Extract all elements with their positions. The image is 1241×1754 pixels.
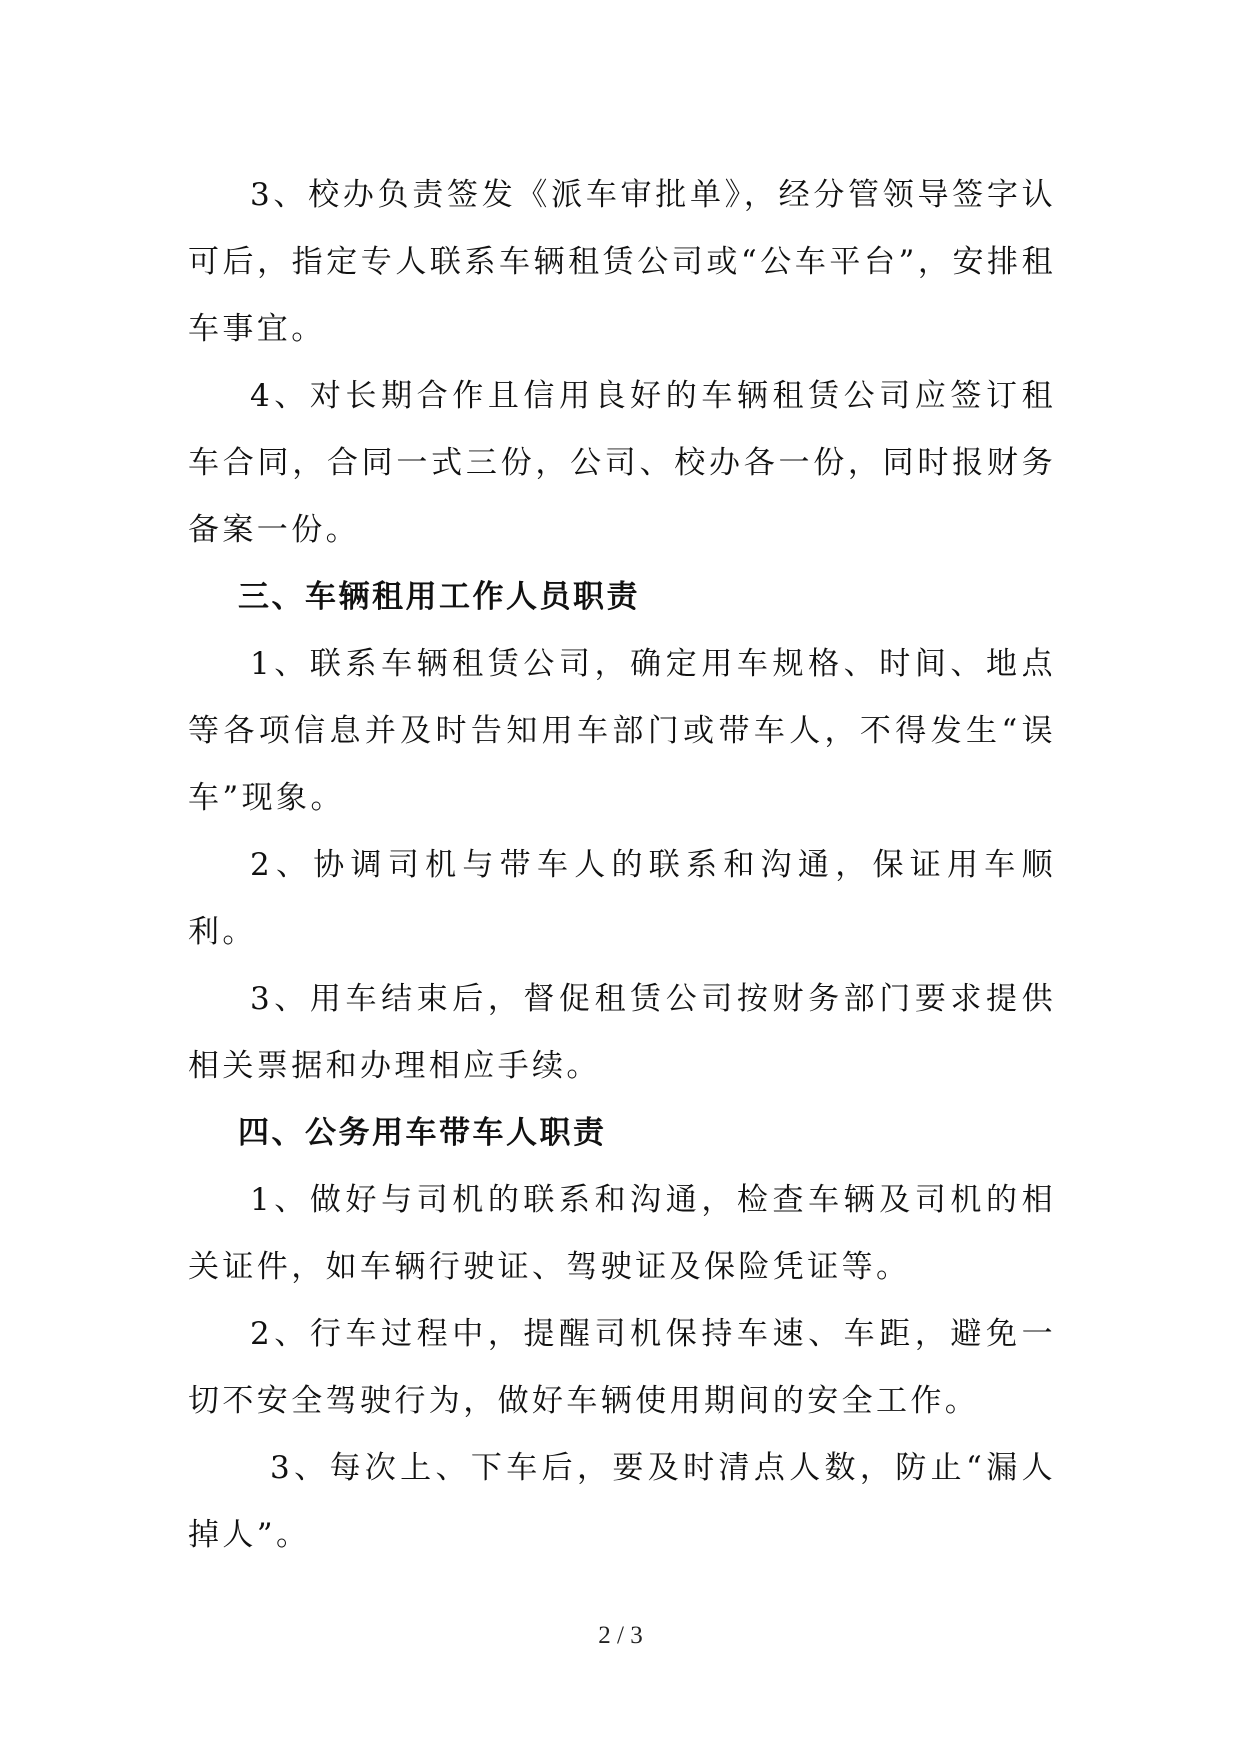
- page-number: 2 / 3: [598, 1622, 643, 1649]
- paragraph-4: 4、对长期合作且信用良好的车辆租赁公司应签订租车合同，合同一式三份，公司、校办各一份，同时报财务备案一份。: [188, 378, 1056, 548]
- document-body: [188, 162, 1056, 1569]
- paragraph-3: 3、校办负责签发《派车审批单》，经分管领导签字认可后，指定专人联系车辆租赁公司或“公车平台”，安排租车事宜。: [188, 177, 1056, 347]
- section-3-item-3: 3、用车结束后，督促租赁公司按财务部门要求提供相关票据和办理相应手续。: [188, 981, 1056, 1084]
- section-heading-4: 四、公务用车带车人职责: [238, 1115, 607, 1151]
- section-4-item-2: 2、行车过程中，提醒司机保持车速、车距，避免一切不安全驾驶行为，做好车辆使用期间的安全工作。: [188, 1316, 1056, 1419]
- section-3-item-1: 1、联系车辆租赁公司，确定用车规格、时间、地点等各项信息并及时告知用车部门或带车人，不得发生“误车”现象。: [188, 646, 1056, 816]
- section-heading-3: 三、车辆租用工作人员职责: [238, 579, 640, 615]
- section-4-item-1: 1、做好与司机的联系和沟通，检查车辆及司机的相关证件，如车辆行驶证、驾驶证及保险凭证等。: [188, 1182, 1056, 1285]
- section-3-item-2: 2、协调司机与带车人的联系和沟通，保证用车顺利。: [188, 847, 1056, 950]
- section-4-item-3: 3、每次上、下车后，要及时清点人数，防止“漏人掉人”。: [188, 1450, 1056, 1553]
